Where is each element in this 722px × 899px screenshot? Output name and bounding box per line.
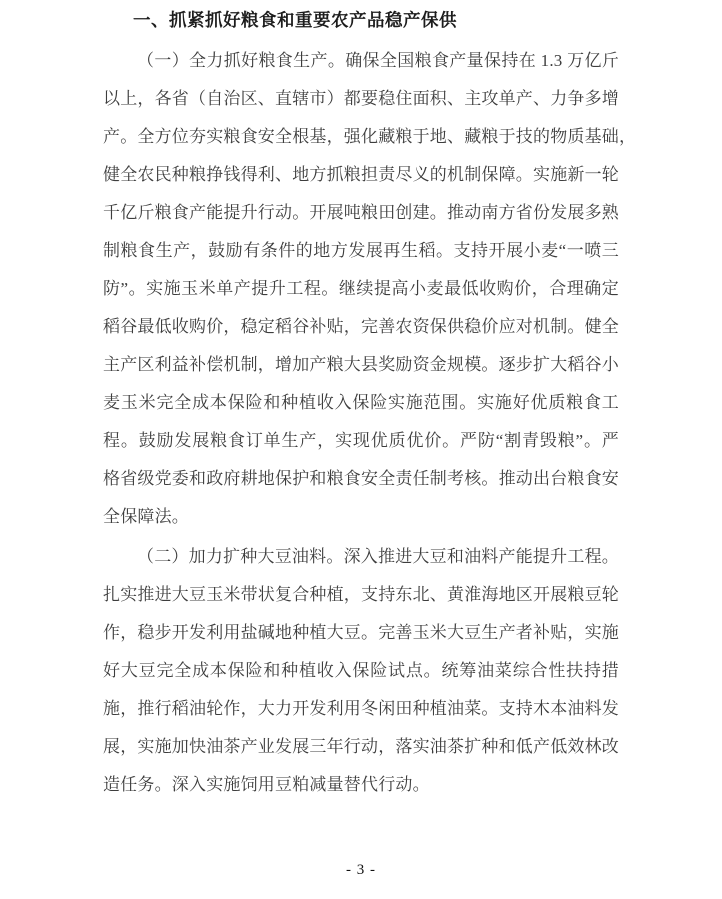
page-number: - 3 - — [346, 862, 376, 878]
body-line: 好大豆完全成本保险和种植收入保险试点。统筹油菜综合性扶持措 — [103, 661, 619, 680]
body-line: （一）全力抓好粮食生产。确保全国粮食产量保持在 1.3 万亿斤 — [137, 51, 619, 70]
body-line: 扎实推进大豆玉米带状复合种植，支持东北、黄淮海地区开展粮豆轮 — [103, 585, 619, 604]
body-line: 施，推行稻油轮作，大力开发利用冬闲田种植油菜。支持木本油料发 — [103, 699, 619, 718]
body-line: 程。鼓励发展粮食订单生产，实现优质优价。严防“割青毁粮”。严 — [103, 431, 619, 450]
body-line: 以上，各省（自治区、直辖市）都要稳住面积、主攻单产、力争多增 — [103, 89, 619, 108]
body-line: （二）加力扩种大豆油料。深入推进大豆和油料产能提升工程。 — [137, 547, 619, 566]
body-line: 产。全方位夯实粮食安全根基，强化藏粮于地、藏粮于技的物质基础， — [103, 127, 637, 146]
body-line: 造任务。深入实施饲用豆粕减量替代行动。 — [103, 775, 430, 794]
body-line: 制粮食生产，鼓励有条件的地方发展再生稻。支持开展小麦“一喷三 — [103, 241, 619, 260]
body-line: 防”。实施玉米单产提升工程。继续提高小麦最低收购价，合理确定 — [103, 279, 619, 298]
body-line: 全保障法。 — [103, 507, 189, 526]
section-heading: 一、抓紧抓好粮食和重要农产品稳产保供 — [133, 10, 457, 30]
body-line: 稻谷最低收购价，稳定稻谷补贴，完善农资保供稳价应对机制。健全 — [103, 317, 619, 336]
paragraph-2 — [103, 538, 619, 804]
body-line: 格省级党委和政府耕地保护和粮食安全责任制考核。推动出台粮食安 — [103, 469, 619, 488]
body-line: 千亿斤粮食产能提升行动。开展吨粮田创建。推动南方省份发展多熟 — [103, 203, 619, 222]
body-line: 健全农民种粮挣钱得利、地方抓粮担责尽义的机制保障。实施新一轮 — [103, 165, 619, 184]
document-body — [103, 0, 637, 804]
body-line: 主产区利益补偿机制，增加产粮大县奖励资金规模。逐步扩大稻谷小 — [103, 355, 619, 374]
body-line: 展，实施加快油茶产业发展三年行动，落实油茶扩种和低产低效林改 — [103, 737, 619, 756]
body-line: 作，稳步开发利用盐碱地种植大豆。完善玉米大豆生产者补贴，实施 — [103, 623, 619, 642]
body-line: 麦玉米完全成本保险和种植收入保险实施范围。实施好优质粮食工 — [103, 393, 619, 412]
paragraph-1 — [103, 42, 637, 536]
